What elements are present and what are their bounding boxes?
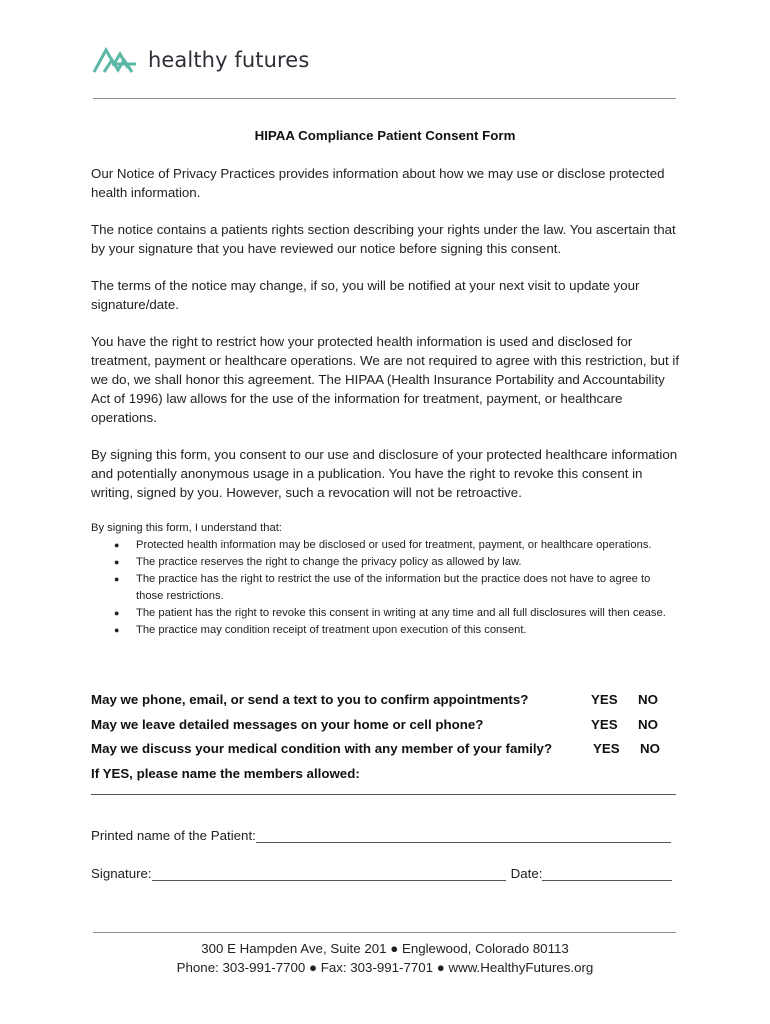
no-option[interactable]: NO <box>638 717 658 732</box>
date-label: Date: <box>510 866 543 881</box>
footer-contact: Phone: 303-991-7700 ● Fax: 303-991-7701 ● www.HealthyFutures.org <box>176 960 594 975</box>
list-item: ● The patient has the right to revoke this consent in writing at any time and all full disclosures will then cease. <box>91 605 681 622</box>
logo-wordmark: healthy futures <box>148 48 310 72</box>
footer-address: 300 E Hampden Ave, Suite 201 ● Englewood, Colorado 80113 <box>201 941 569 956</box>
signature-row <box>91 866 672 881</box>
yes-option[interactable]: YES <box>591 692 618 707</box>
list-item: ● The practice reserves the right to change the privacy policy as allowed by law. <box>91 554 681 571</box>
question-detailed-messages: May we leave detailed messages on your home or cell phone? <box>91 717 484 732</box>
form-title: HIPAA Compliance Patient Consent Form <box>254 128 516 143</box>
no-option[interactable]: NO <box>640 741 660 756</box>
header-divider <box>93 98 676 99</box>
healthy-futures-logo-icon <box>92 46 138 74</box>
understand-intro: By signing this form, I understand that: <box>91 522 282 534</box>
list-item: ● The practice may condition receipt of treatment upon execution of this consent. <box>91 622 681 639</box>
yes-option[interactable]: YES <box>593 741 620 756</box>
family-members-prompt: If YES, please name the members allowed: <box>91 766 360 781</box>
printed-name-field[interactable] <box>256 828 671 843</box>
no-option[interactable]: NO <box>638 692 658 707</box>
paragraph-terms-change: The terms of the notice may change, if so, you will be notified at your next visit to update your signature/date. <box>91 278 640 312</box>
printed-name-row <box>91 828 671 843</box>
paragraph-patient-rights: The notice contains a patients rights section describing your rights under the law. You ascertain that by your signature that you have reviewed our notice before signing this consent. <box>91 222 676 256</box>
list-item: ● The practice has the right to restrict the use of the information but the practice does not have to agree to those restrictions. <box>91 571 681 605</box>
date-field[interactable] <box>542 866 672 881</box>
company-logo <box>92 46 309 74</box>
list-item: ● Protected health information may be disclosed or used for treatment, payment, or healthcare operations. <box>91 537 681 554</box>
printed-name-label: Printed name of the Patient: <box>91 828 256 843</box>
understand-list <box>91 537 681 639</box>
question-family-discussion: May we discuss your medical condition with any member of your family? <box>91 741 553 756</box>
paragraph-consent: By signing this form, you consent to our use and disclosure of your protected healthcare information and potentially anonymous usage in a publication. You have the right to revoke this consent in writing, signed by you. However, such a revocation will not be retroactive. <box>91 447 678 500</box>
yes-option[interactable]: YES <box>591 717 618 732</box>
signature-label: Signature: <box>91 866 152 881</box>
paragraph-right-to-restrict: You have the right to restrict how your protected health information is used and disclosed for treatment, payment or healthcare operations. We are not required to agree with this restriction, but if we do, we shall honor this agreement. The HIPAA (Health Insurance Portability and Accountability Act of 1996) law allows for the use of the information for treatment, payment, or healthcare operations. <box>91 334 680 425</box>
question-confirm-appointments: May we phone, email, or send a text to you to confirm appointments? <box>91 692 529 707</box>
paragraph-privacy-notice: Our Notice of Privacy Practices provides information about how we may use or disclose protected health information. <box>91 166 665 200</box>
footer-divider <box>93 932 676 933</box>
signature-field[interactable] <box>152 866 506 881</box>
family-members-field[interactable] <box>91 794 676 795</box>
consent-body <box>91 164 681 520</box>
